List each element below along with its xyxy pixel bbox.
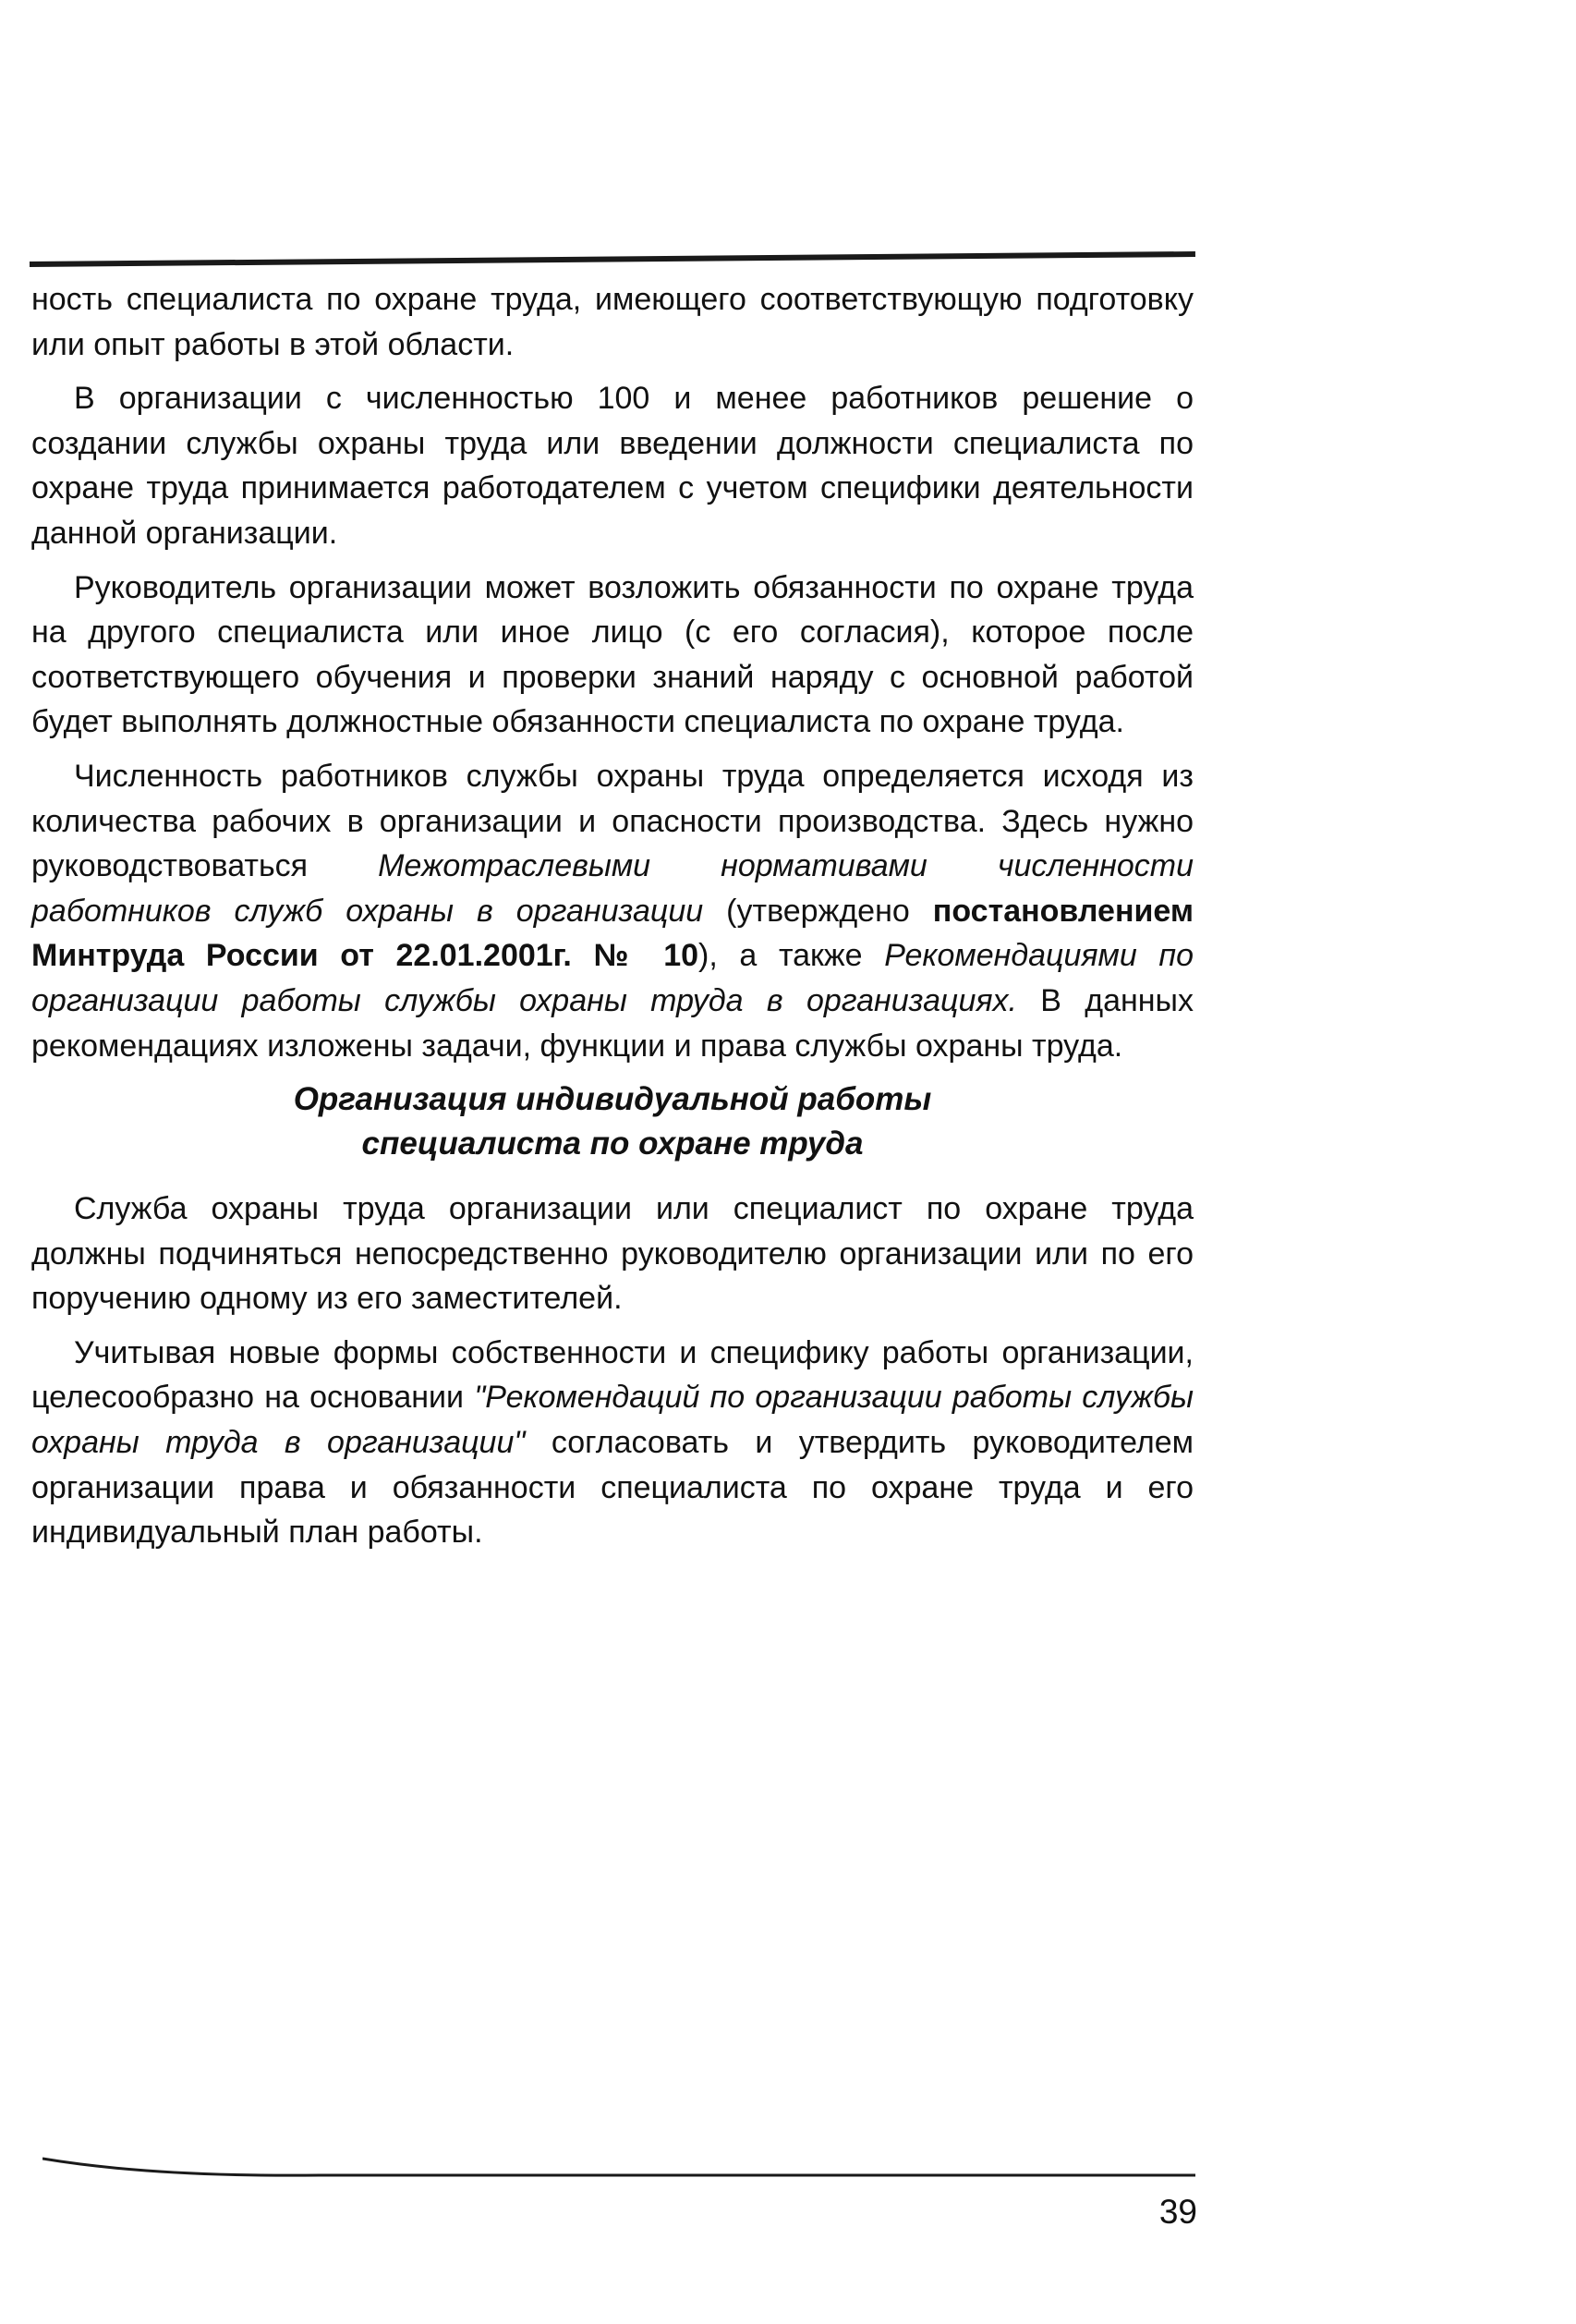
staffing-text-e: ), а также xyxy=(698,938,885,974)
work-plan-text-c: согласовать и утвердить руководителем организации права и обязанности специалиста по охране труда и его индивидуальный план работы. xyxy=(31,1425,1194,1551)
staffing-text-c: (утверждено xyxy=(703,893,933,929)
paragraph-subordination: Служба охраны труда организации или специалист по охране труда должны подчиняться непосредственно руководителю организации или по его поручению одному из его заместителей. xyxy=(31,1191,1194,1317)
decree-reference: постановлением Минтруда России от 22.01.2001г. № 10 xyxy=(31,893,1194,974)
paragraph-work-plan xyxy=(31,1331,1194,1555)
section-heading-line-1: Организация индивидуальной работы xyxy=(293,1081,932,1118)
work-plan-text-a: Учитывая новые формы собственности и специфику работы организации, целесообразно на основании xyxy=(31,1334,1194,1416)
paragraph-small-organizations: В организации с численностью 100 и менее работников решение о создании службы охраны труда или введении должности специалиста по охране труда принимается работодателем с учетом специфики деятельности данной организации. xyxy=(31,381,1194,551)
bottom-rule xyxy=(42,2155,1195,2179)
recommendations-title: Рекомендациями по организации работы службы охраны труда в организациях. xyxy=(31,938,1194,1018)
section-heading xyxy=(31,1077,1194,1166)
body-text xyxy=(31,277,1194,1564)
paragraph-manager-delegation: Руководитель организации может возложить обязанности по охране труда на другого специалиста или иное лицо (с его согласия), которое после соответствующего обучения и проверки знаний наряду с основной работой будет выполнять должностные обязанности специалиста по охране труда. xyxy=(31,569,1194,740)
page-number: 39 xyxy=(1158,2193,1197,2231)
recommendations-quote: "Рекомендаций по организации работы службы охраны труда в организации" xyxy=(31,1380,1194,1461)
staffing-text-g: В данных рекомендациях изложены задачи, функции и права службы охраны труда. xyxy=(31,982,1194,1064)
staffing-text-a: Численность работников службы охраны труда определяется исходя из количества рабочих в организации и опасности производства. Здесь нужно руководствоваться xyxy=(31,758,1194,884)
staffing-norms-title: Межотраслевыми нормативами численности работников служб охраны в организации xyxy=(31,848,1194,929)
section-heading-line-2: специалиста по охране труда xyxy=(361,1125,864,1162)
paragraph-continuation: ность специалиста по охране труда, имеющего соответствующую подготовку или опыт работы в этой области. xyxy=(31,282,1194,362)
top-rule xyxy=(30,251,1195,267)
paragraph-staffing-norms xyxy=(31,754,1194,1068)
